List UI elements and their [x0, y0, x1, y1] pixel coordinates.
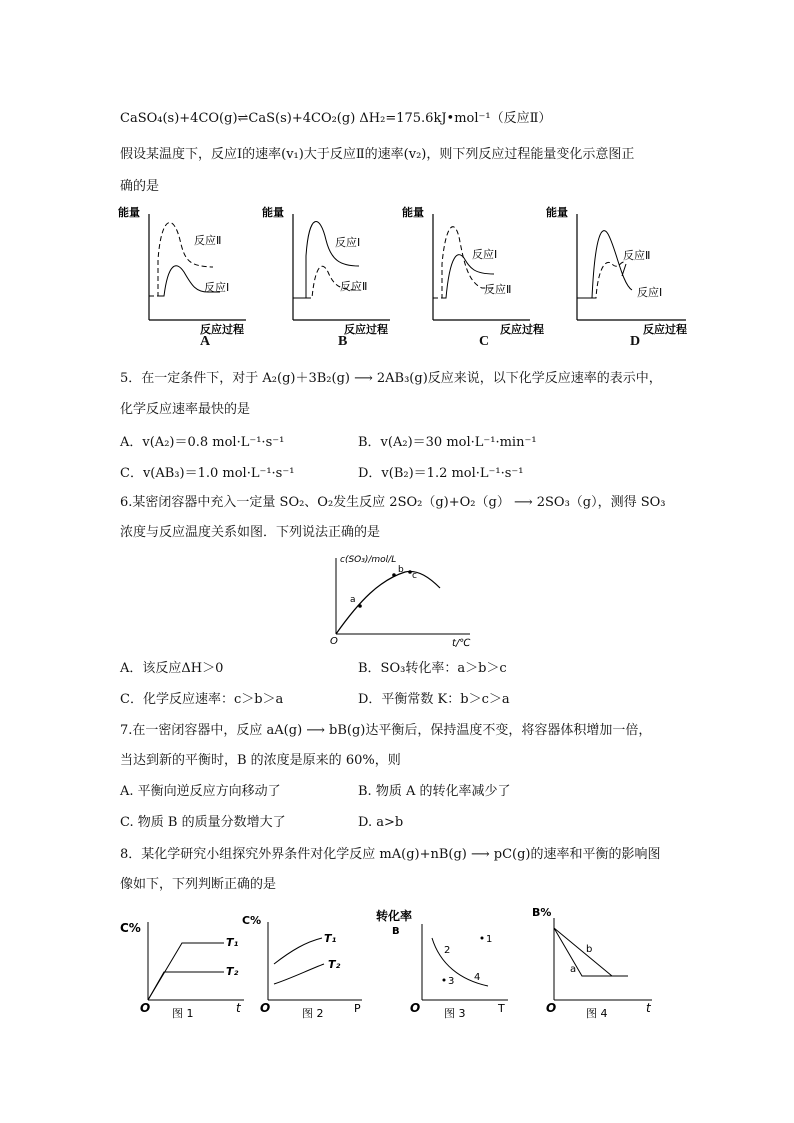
- svg-text:b: b: [586, 944, 593, 955]
- svg-text:t: t: [646, 1001, 651, 1015]
- q6-stem-line1: 6.某密闭容器中充入一定量 SO₂、O₂发生反应 2SO₂（g)+O₂（g） ⟶ 2SO₃（g），测得 SO₃: [120, 495, 666, 510]
- svg-text:B%: B%: [532, 906, 552, 919]
- svg-text:t/℃: t/℃: [452, 638, 471, 649]
- svg-text:反应Ⅰ: 反应Ⅰ: [637, 286, 663, 299]
- svg-text:反应Ⅱ: 反应Ⅱ: [623, 249, 651, 262]
- svg-text:反应过程: 反应过程: [500, 323, 544, 336]
- svg-text:T₂: T₂: [226, 965, 239, 978]
- q7-stem-line2: 当达到新的平衡时，B 的浓度是原来的 60%，则: [120, 753, 401, 768]
- reaction-2-equation: CaSO₄(s)+4CO(g)⇌CaS(s)+4CO₂(g) ΔH₂=175.6kJ•mol⁻¹（反应Ⅱ）: [120, 111, 552, 126]
- svg-text:C%: C%: [242, 914, 262, 927]
- q8-figure-1: [118, 912, 248, 1024]
- q5-option-A: A．v(A₂)＝0.8 mol·L⁻¹·s⁻¹: [120, 435, 285, 450]
- energy-chart-C: [402, 202, 544, 336]
- q6-option-A: A．该反应ΔH＞0: [120, 661, 224, 676]
- svg-text:b: b: [398, 565, 404, 575]
- svg-text:图 1: 图 1: [172, 1007, 194, 1020]
- svg-text:能量: 能量: [262, 206, 284, 219]
- q7-stem-line1: 7.在一密闭容器中，反应 aA(g) ⟶ bB(g)达平衡后，保持温度不变，将容器体积增加一倍，: [120, 723, 652, 738]
- q4-stem-line1: 假设某温度下，反应Ⅰ的速率(v₁)大于反应Ⅱ的速率(v₂)，则下列反应过程能量变化示意图正: [120, 147, 635, 162]
- svg-text:图 4: 图 4: [586, 1007, 608, 1020]
- q8-stem-line2: 像如下，下列判断正确的是: [120, 877, 277, 892]
- energy-option-B: B: [338, 334, 348, 349]
- svg-text:反应Ⅰ: 反应Ⅰ: [204, 281, 230, 294]
- q5-option-B: B．v(A₂)＝30 mol·L⁻¹·min⁻¹: [358, 435, 537, 450]
- svg-text:4: 4: [474, 972, 481, 983]
- svg-text:1: 1: [486, 934, 493, 945]
- q5-option-D: D．v(B₂)＝1.2 mol·L⁻¹·s⁻¹: [358, 466, 524, 481]
- svg-text:O: O: [546, 1001, 557, 1015]
- svg-text:a: a: [350, 595, 356, 605]
- svg-text:能量: 能量: [118, 206, 140, 219]
- svg-text:能量: 能量: [402, 206, 424, 219]
- svg-text:O: O: [260, 1001, 271, 1015]
- svg-text:C%: C%: [120, 921, 141, 935]
- svg-text:T: T: [498, 1002, 505, 1015]
- svg-text:反应Ⅱ: 反应Ⅱ: [340, 280, 368, 293]
- svg-text:反应Ⅰ: 反应Ⅰ: [335, 236, 361, 249]
- q4-stem-line2: 确的是: [120, 179, 160, 194]
- svg-text:反应Ⅱ: 反应Ⅱ: [484, 283, 512, 296]
- q5-stem-line2: 化学反应速率最快的是: [120, 402, 251, 417]
- q8-figure-4: [528, 904, 658, 1024]
- energy-option-A: A: [200, 334, 211, 349]
- q7-option-A: A. 平衡向逆反应方向移动了: [120, 784, 281, 799]
- svg-text:反应Ⅰ: 反应Ⅰ: [472, 248, 498, 261]
- q6-option-C: C．化学反应速率：c＞b＞a: [120, 692, 284, 707]
- svg-text:图 2: 图 2: [302, 1007, 324, 1020]
- energy-option-C: C: [479, 334, 490, 349]
- svg-text:2: 2: [444, 945, 451, 956]
- svg-text:c(SO₃)/mol/L: c(SO₃)/mol/L: [340, 555, 397, 565]
- svg-text:3: 3: [448, 976, 455, 987]
- q8-figure-3: [370, 904, 510, 1024]
- svg-text:反应Ⅱ: 反应Ⅱ: [194, 234, 222, 247]
- q5-option-C: C．v(AB₃)＝1.0 mol·L⁻¹·s⁻¹: [120, 466, 295, 481]
- q5-stem-line1: 5．在一定条件下，对于 A₂(g)＋3B₂(g) ⟶ 2AB₃(g)反应来说，以下化学反应速率的表示中，: [120, 371, 662, 386]
- svg-text:B: B: [392, 926, 400, 937]
- svg-text:O: O: [330, 636, 338, 647]
- svg-text:T₁: T₁: [226, 936, 239, 949]
- svg-text:反应过程: 反应过程: [643, 323, 687, 336]
- svg-text:转化率: 转化率: [376, 909, 413, 923]
- q7-option-C: C. 物质 B 的质量分数增大了: [120, 815, 286, 830]
- q7-option-B: B. 物质 A 的转化率减少了: [358, 784, 511, 799]
- svg-text:反应过程: 反应过程: [200, 323, 244, 336]
- svg-text:T₁: T₁: [324, 932, 337, 945]
- q6-option-D: D．平衡常数 K：b＞c＞a: [358, 692, 510, 707]
- svg-text:t: t: [236, 1001, 241, 1015]
- energy-option-D: D: [630, 334, 641, 349]
- svg-text:能量: 能量: [546, 206, 568, 219]
- svg-text:a: a: [570, 964, 577, 975]
- q7-option-D: D. a>b: [358, 815, 404, 830]
- q8-stem-line1: 8．某化学研究小组探究外界条件对化学反应 mA(g)+nB(g) ⟶ pC(g)的速率和平衡的影响图: [120, 847, 661, 862]
- svg-text:P: P: [354, 1002, 361, 1015]
- svg-text:图 3: 图 3: [444, 1007, 466, 1020]
- q8-figure-2: [240, 912, 370, 1024]
- energy-chart-A: [118, 202, 258, 336]
- svg-text:O: O: [140, 1001, 151, 1015]
- svg-text:T₂: T₂: [328, 958, 341, 971]
- q6-option-B: B．SO₃转化率：a＞b＞c: [358, 661, 507, 676]
- svg-text:c: c: [412, 571, 417, 581]
- energy-chart-D: [546, 202, 687, 336]
- energy-chart-B: [262, 202, 402, 336]
- svg-text:反应过程: 反应过程: [344, 323, 388, 336]
- svg-text:O: O: [410, 1001, 421, 1015]
- q6-stem-line2: 浓度与反应温度关系如图．下列说法正确的是: [120, 525, 381, 540]
- so3-concentration-chart: [320, 550, 480, 650]
